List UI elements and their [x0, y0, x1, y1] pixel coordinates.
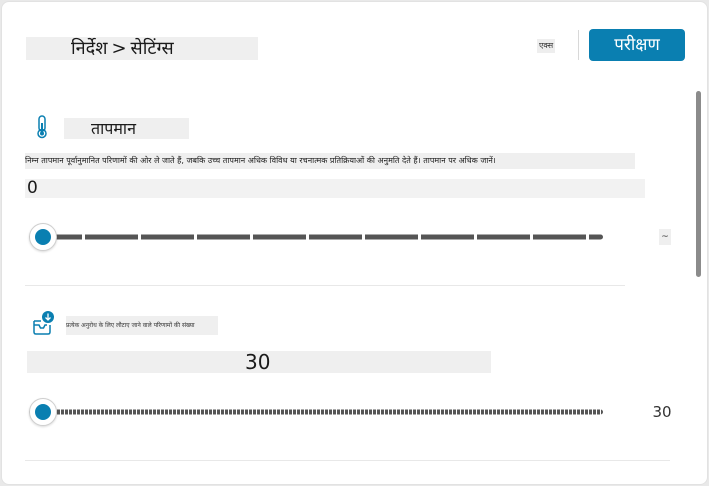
breadcrumb-current: सेटिंग्स: [130, 38, 174, 59]
scrollbar[interactable]: [696, 91, 701, 277]
results-readout: 30: [652, 403, 672, 421]
section-divider: [25, 285, 625, 286]
close-button[interactable]: एक्स: [537, 39, 555, 53]
breadcrumb-parent[interactable]: निर्देश: [71, 38, 108, 59]
breadcrumb: [26, 37, 258, 60]
results-slider-thumb[interactable]: [29, 398, 57, 426]
results-value: 30: [27, 351, 491, 373]
temperature-slider-track[interactable]: [29, 235, 603, 240]
header-divider: [578, 30, 579, 60]
inbox-download-icon: [31, 310, 55, 336]
breadcrumb-separator: >: [111, 38, 127, 59]
temperature-slider-thumb[interactable]: [29, 223, 57, 251]
results-title: प्रत्येक अनुरोध के लिए लौटाए जाने वाले परिणामों की संख्या: [66, 316, 218, 335]
results-slider-track[interactable]: [29, 410, 603, 415]
temperature-readout: ~: [659, 229, 671, 245]
test-button[interactable]: परीक्षण: [589, 29, 685, 61]
temperature-description: निम्न तापमान पूर्वानुमानित परिणामों की ओर ले जाते हैं, जबकि उच्च तापमान अधिक विविध या रचनात्मक प्रतिक्रियाओं की अनुमति देते हैं। तापमान पर अधिक जानें।: [25, 153, 635, 169]
thermometer-icon: [34, 115, 50, 139]
results-slider[interactable]: [29, 398, 603, 426]
temperature-value: 0: [25, 179, 645, 198]
section-divider: [25, 460, 670, 461]
temperature-title: तापमान: [64, 118, 189, 139]
settings-panel: [1, 1, 708, 485]
temperature-slider[interactable]: [29, 223, 603, 251]
